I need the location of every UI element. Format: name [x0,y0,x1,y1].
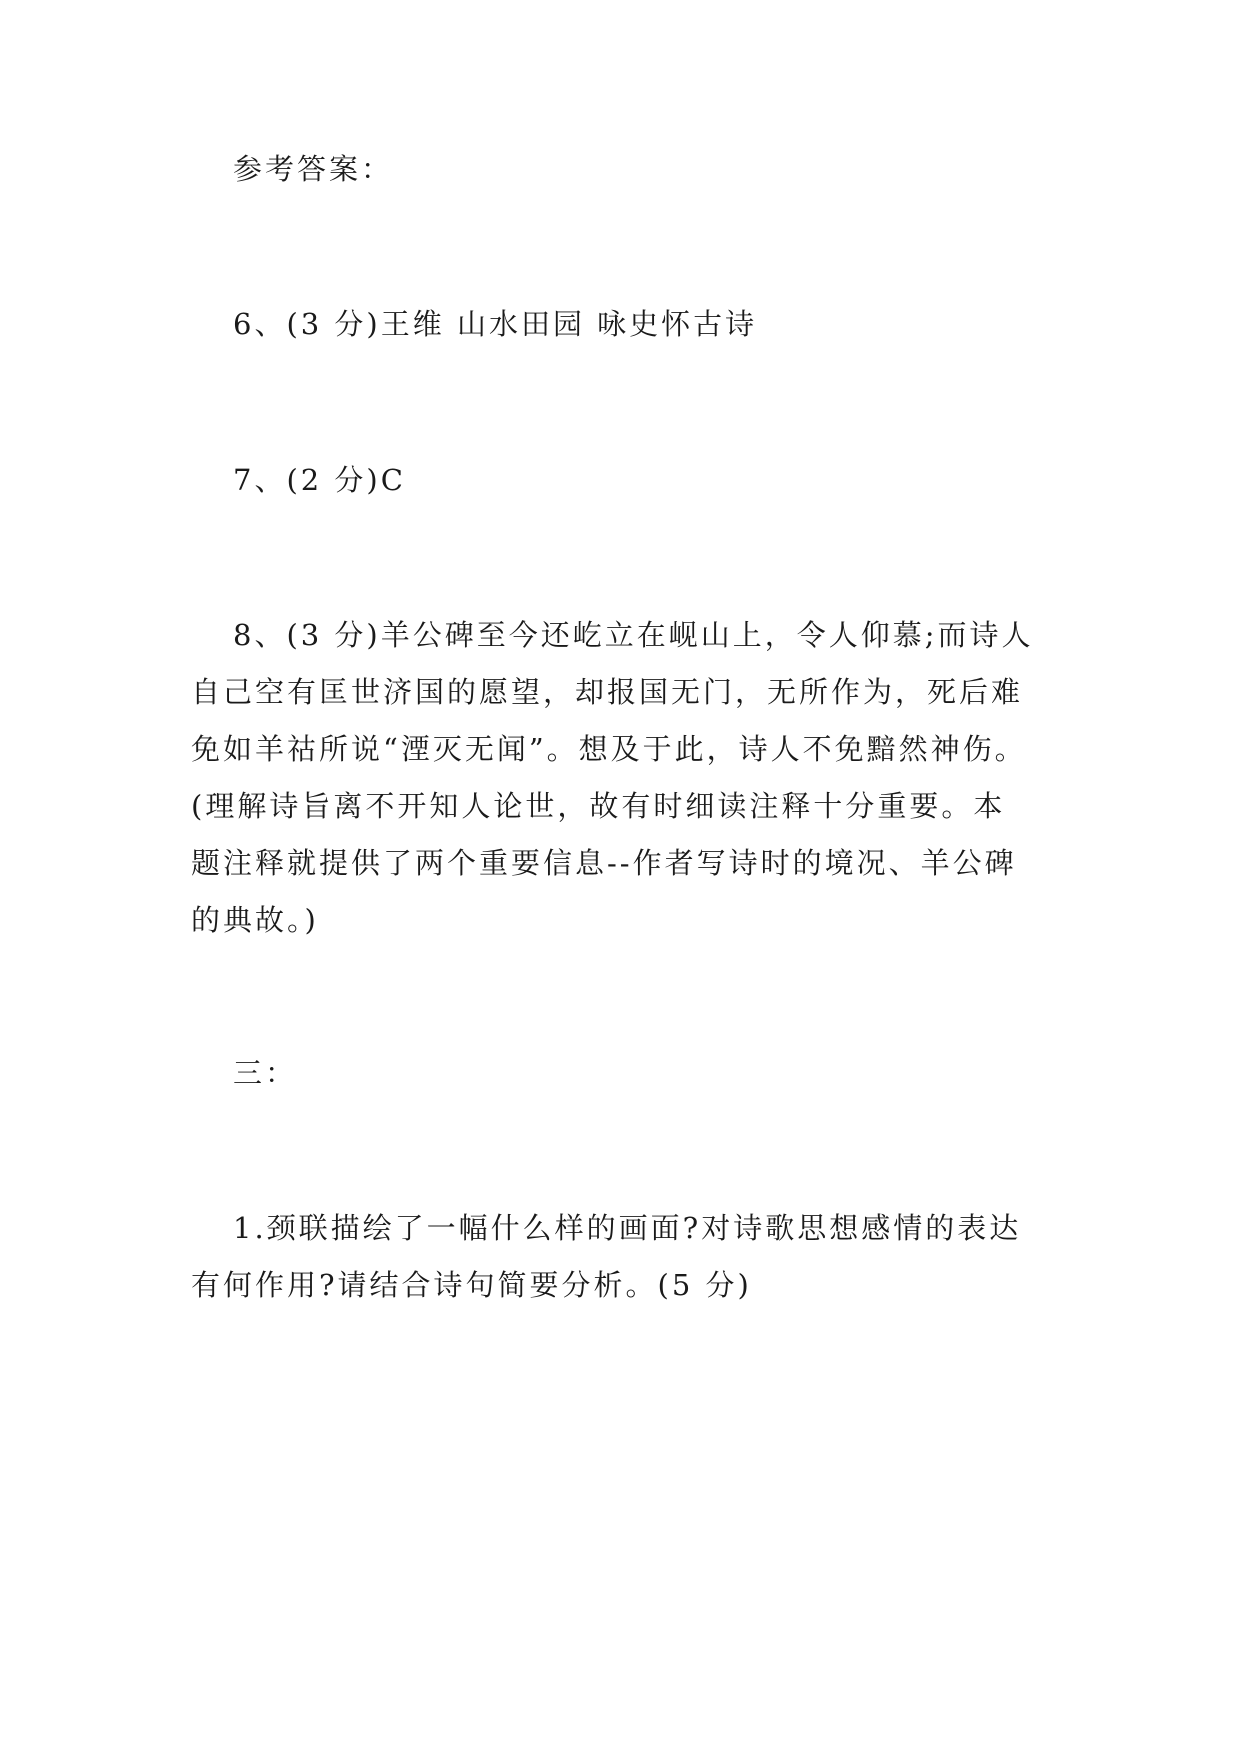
answer-q7: 7、(2 分)C [233,463,406,497]
answer-q8-line: 免如羊祜所说“湮灭无闻”。想及于此，诗人不免黯然神伤。 [191,732,1027,766]
answer-q8-line: 题注释就提供了两个重要信息--作者写诗时的境况、羊公碑 [191,846,1017,880]
answer-q8-line: 自己空有匡世济国的愿望，却报国无门，无所作为，死后难 [191,675,1024,709]
answer-heading: 参考答案： [233,152,394,186]
question-1 [191,1200,1051,1314]
question-1-line: 1.颈联描绘了一幅什么样的画面?对诗歌思想感情的表达 [233,1211,1022,1245]
answer-q8-line: (理解诗旨离不开知人论世，故有时细读注释十分重要。本 [191,789,1006,823]
answer-q8-line: 8、(3 分)羊公碑至今还屹立在岘山上，令人仰慕;而诗人 [233,618,1034,652]
section-three-heading: 三： [233,1056,298,1090]
answer-q6: 6、(3 分)王维 山水田园 咏史怀古诗 [233,307,758,341]
answer-q8 [191,607,1051,949]
question-1-line: 有何作用?请结合诗句简要分析。(5 分) [191,1268,752,1302]
answer-q8-line: 的典故。) [191,903,319,937]
